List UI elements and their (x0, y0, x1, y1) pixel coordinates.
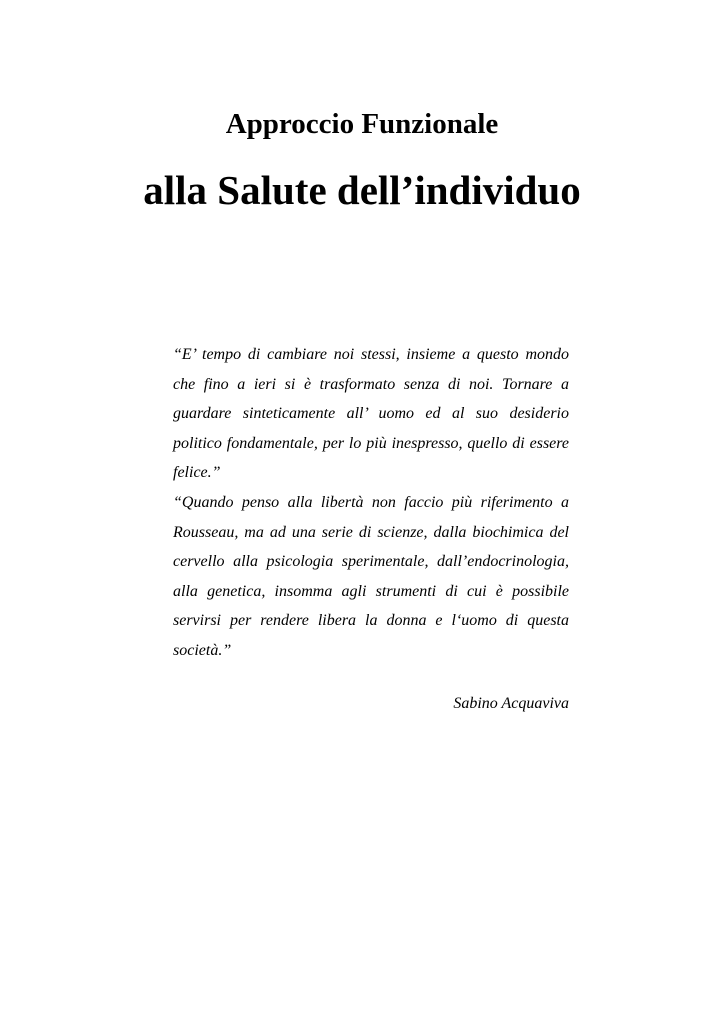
quote-paragraph-2: “Quando penso alla libertà non faccio più riferimento a Rousseau, ma ad una serie di scienze, dalla biochimica del cervello alla psicologia sperimentale, dall’endocrinologia, alla genetica, insomma agli strumenti di cui è possibile servirsi per rendere libera la donna e l‘uomo di questa società.” (173, 493, 569, 659)
title-line-1: Approccio Funzionale (225, 108, 499, 140)
title-line-2: alla Salute dell’individuo (143, 167, 581, 213)
quote-paragraph-1: “E’ tempo di cambiare noi stessi, insieme a questo mondo che fino a ieri si è trasformato senza di noi. Tornare a guardare sinteticamente all’ uomo ed al suo desiderio politico fondamentale, per lo più inespresso, quello di essere felice.” (173, 346, 569, 482)
quote-attribution: Sabino Acquaviva (453, 695, 569, 712)
epigraph-quote (173, 340, 569, 666)
